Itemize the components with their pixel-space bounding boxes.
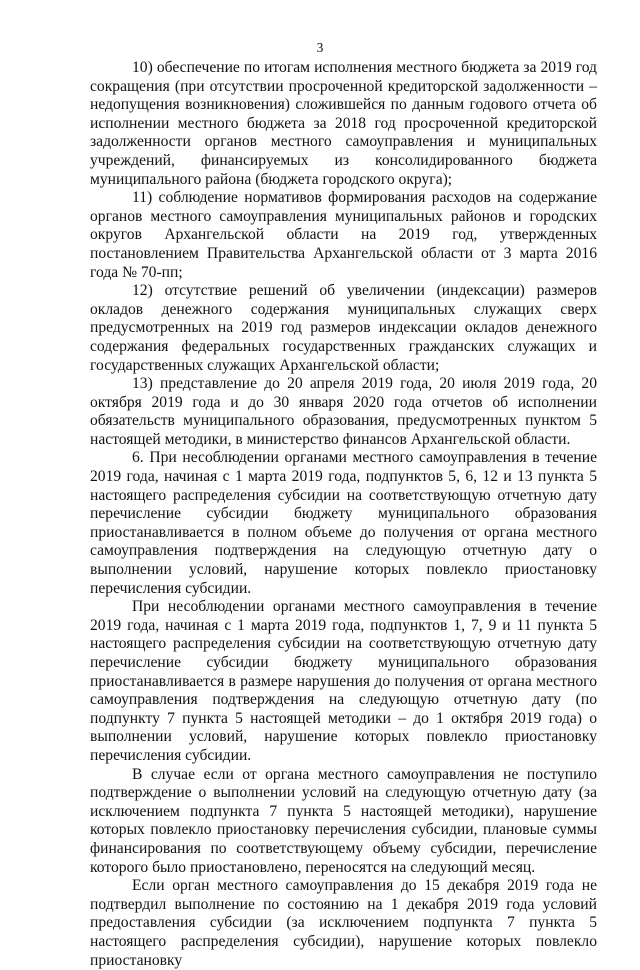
page-number: 3 bbox=[316, 40, 324, 55]
paragraph-partial-suspension: При несоблюдении органами местного самоуправления в течение 2019 года, начиная с 1 марта 2019 года, подпунктов 1, 7, 9 и 11 пункта 5 настоящего распределения субсидии на соответствующую отчетную дату перечисление субсидии бюджету муниципального образования приостанавливается в размере нарушения до получения от органа местного самоуправления подтверждения на следующую отчетную дату (по подпункту 7 пункта 5 настоящей методики – до 1 октября 2019 года) о выполнении условий, нарушение которых повлекло приостановку перечисления субсидии. bbox=[90, 598, 597, 764]
paragraph-item-10: 10) обеспечение по итогам исполнения местного бюджета за 2019 год сокращения (при отсутствии просроченной кредиторской задолженности – недопущения возникновения) сложившейся по данным годового отчета об исполнении местного бюджета за 2018 год просроченной кредиторской задолженности органов местного самоуправления и муниципальных учреждений, финансируемых из консолидированного бюджета муниципального района (бюджета городского округа); bbox=[90, 59, 597, 188]
paragraph-december-deadline: Если орган местного самоуправления до 15 декабря 2019 года не подтвердил выполнение по состоянию на 1 декабря 2019 года условий предоставления субсидии (за исключением подпункта 7 пункта 5 настоящего распределения субсидии), нарушение которых повлекло приостановку bbox=[90, 877, 597, 969]
paragraph-section-6: 6. При несоблюдении органами местного самоуправления в течение 2019 года, начиная с 1 марта 2019 года, подпунктов 5, 6, 12 и 13 пункта 5 настоящего распределения субсидии на соответствующую отчетную дату перечисление субсидии бюджету муниципального образования приостанавливается в полном объеме до получения от органа местного самоуправления подтверждения на следующую отчетную дату о выполнении условий, нарушение которых повлекло приостановку перечисления субсидии. bbox=[90, 449, 597, 597]
paragraph-item-11: 11) соблюдение нормативов формирования расходов на содержание органов местного самоуправления муниципальных районов и городских округов Архангельской области на 2019 год, утвержденных постановлением Правительства Архангельской области от 3 марта 2016 года № 70-пп; bbox=[90, 189, 597, 281]
document-body bbox=[90, 59, 597, 970]
paragraph-funding-carryover: В случае если от органа местного самоуправления не поступило подтверждение о выполнении условий на следующую отчетную дату (за исключением подпункта 7 пункта 5 настоящей методики), нарушение которых повлекло приостановку перечисления субсидии, плановые суммы финансирования по соответствующему объему субсидии, перечисление которого было приостановлено, переносятся на следующий месяц. bbox=[90, 765, 597, 876]
paragraph-item-12: 12) отсутствие решений об увеличении (индексации) размеров окладов денежного содержания муниципальных служащих сверх предусмотренных на 2019 год размеров индексации окладов денежного содержания федеральных государственных гражданских служащих и государственных служащих Архангельской области; bbox=[90, 282, 597, 374]
paragraph-item-13: 13) представление до 20 апреля 2019 года, 20 июля 2019 года, 20 октября 2019 года и до 30 января 2020 года отчетов об исполнении обязательств муниципального образования, предусмотренных пунктом 5 настоящей методики, в министерство финансов Архангельской области. bbox=[90, 375, 597, 448]
